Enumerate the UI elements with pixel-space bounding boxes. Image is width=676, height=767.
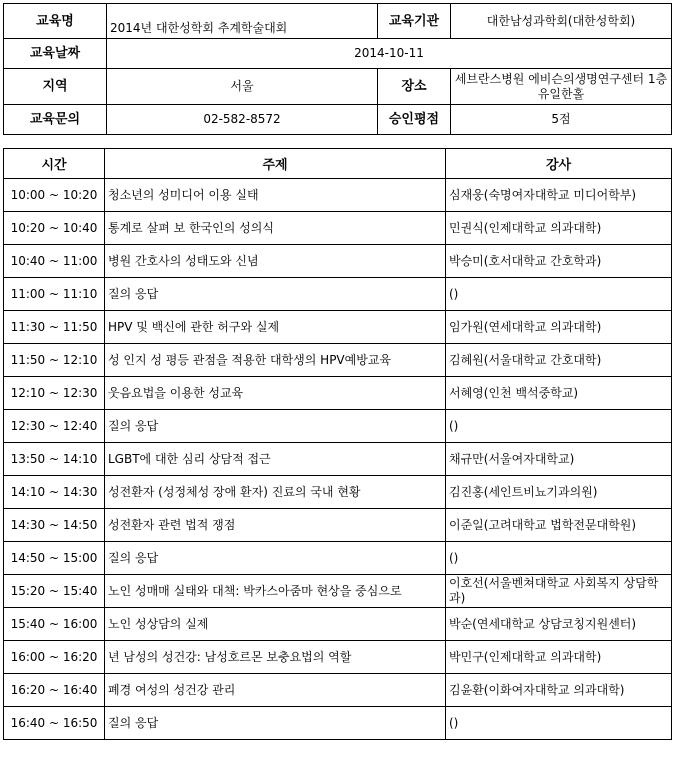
time-cell: 10:20 ~ 10:40 (4, 212, 105, 245)
time-cell: 12:10 ~ 12:30 (4, 377, 105, 410)
topic-cell: 성전환자 (성정체성 장애 환자) 진료의 국내 현황 (105, 476, 446, 509)
time-cell: 13:50 ~ 14:10 (4, 443, 105, 476)
topic-cell: 질의 응답 (105, 278, 446, 311)
contact-value: 02-582-8572 (107, 105, 378, 135)
credit-value: 5점 (451, 105, 672, 135)
course-label: 교육명 (4, 4, 107, 39)
region-row (4, 69, 672, 105)
time-cell: 12:30 ~ 12:40 (4, 410, 105, 443)
time-cell: 14:30 ~ 14:50 (4, 509, 105, 542)
speaker-cell: () (446, 278, 672, 311)
time-cell: 16:40 ~ 16:50 (4, 707, 105, 740)
speaker-cell: () (446, 542, 672, 575)
speaker-cell: 박민구(인제대학교 의과대학) (446, 641, 672, 674)
org-label: 교육기관 (378, 4, 451, 39)
credit-label: 승인평점 (378, 105, 451, 135)
time-cell: 11:30 ~ 11:50 (4, 311, 105, 344)
topic-cell: 노인 성상담의 실제 (105, 608, 446, 641)
region-value: 서울 (107, 69, 378, 105)
topic-cell: 년 남성의 성건강: 남성호르몬 보충요법의 역할 (105, 641, 446, 674)
course-info-table (3, 3, 672, 135)
header-topic: 주제 (105, 149, 446, 179)
table-row (4, 641, 672, 674)
topic-cell: 성 인지 성 평등 관점을 적용한 대학생의 HPV예방교육 (105, 344, 446, 377)
table-row (4, 476, 672, 509)
time-cell: 16:00 ~ 16:20 (4, 641, 105, 674)
table-row (4, 542, 672, 575)
topic-cell: 질의 응답 (105, 707, 446, 740)
course-row (4, 4, 672, 39)
topic-cell: 병원 간호사의 성태도와 신념 (105, 245, 446, 278)
region-label: 지역 (4, 69, 107, 105)
time-cell: 11:50 ~ 12:10 (4, 344, 105, 377)
time-cell: 15:20 ~ 15:40 (4, 575, 105, 608)
header-time: 시간 (4, 149, 105, 179)
time-cell: 15:40 ~ 16:00 (4, 608, 105, 641)
contact-label: 교육문의 (4, 105, 107, 135)
date-label: 교육날짜 (4, 39, 107, 69)
header-speaker: 강사 (446, 149, 672, 179)
schedule-table (3, 148, 672, 740)
table-row (4, 443, 672, 476)
topic-cell: 질의 응답 (105, 542, 446, 575)
topic-cell: 질의 응답 (105, 410, 446, 443)
date-row (4, 39, 672, 69)
schedule-body (4, 179, 672, 740)
speaker-cell: () (446, 410, 672, 443)
speaker-cell: 이준일(고려대학교 법학전문대학원) (446, 509, 672, 542)
time-cell: 16:20 ~ 16:40 (4, 674, 105, 707)
speaker-cell: 박순(연세대학교 상담코칭지원센터) (446, 608, 672, 641)
time-cell: 10:40 ~ 11:00 (4, 245, 105, 278)
speaker-cell: 김윤환(이화여자대학교 의과대학) (446, 674, 672, 707)
speaker-cell: 심재웅(숙명여자대학교 미디어학부) (446, 179, 672, 212)
schedule-header-row (4, 149, 672, 179)
time-cell: 11:00 ~ 11:10 (4, 278, 105, 311)
speaker-cell: 임가원(연세대학교 의과대학) (446, 311, 672, 344)
topic-cell: 폐경 여성의 성건강 관리 (105, 674, 446, 707)
time-cell: 14:10 ~ 14:30 (4, 476, 105, 509)
table-row (4, 311, 672, 344)
table-row (4, 509, 672, 542)
table-row (4, 212, 672, 245)
speaker-cell: 이호선(서울벤쳐대학교 사회복지 상담학과) (446, 575, 672, 608)
speaker-cell: 박승미(호서대학교 간호학과) (446, 245, 672, 278)
table-row (4, 179, 672, 212)
place-label: 장소 (378, 69, 451, 105)
time-cell: 14:50 ~ 15:00 (4, 542, 105, 575)
table-row (4, 707, 672, 740)
table-row (4, 608, 672, 641)
table-row (4, 410, 672, 443)
contact-row (4, 105, 672, 135)
topic-cell: 웃음요법을 이용한 성교육 (105, 377, 446, 410)
speaker-cell: 김혜원(서울대학교 간호대학) (446, 344, 672, 377)
table-row (4, 278, 672, 311)
speaker-cell: () (446, 707, 672, 740)
course-value: 2014년 대한성학회 추계학술대회 (107, 4, 378, 39)
speaker-cell: 김진홍(세인트비뇨기과의원) (446, 476, 672, 509)
table-row (4, 575, 672, 608)
table-row (4, 674, 672, 707)
speaker-cell: 민권식(인제대학교 의과대학) (446, 212, 672, 245)
topic-cell: 통계로 살펴 보 한국인의 성의식 (105, 212, 446, 245)
topic-cell: LGBT에 대한 심리 상담적 접근 (105, 443, 446, 476)
topic-cell: 청소년의 성미디어 이용 실태 (105, 179, 446, 212)
topic-cell: HPV 및 백신에 관한 허구와 실제 (105, 311, 446, 344)
table-row (4, 344, 672, 377)
date-value: 2014-10-11 (107, 39, 672, 69)
speaker-cell: 서혜영(인천 백석중학교) (446, 377, 672, 410)
table-row (4, 377, 672, 410)
topic-cell: 노인 성매매 실태와 대책: 박카스아줌마 현상을 중심으로 (105, 575, 446, 608)
org-value: 대한남성과학회(대한성학회) (451, 4, 672, 39)
speaker-cell: 채규만(서울여자대학교) (446, 443, 672, 476)
table-row (4, 245, 672, 278)
time-cell: 10:00 ~ 10:20 (4, 179, 105, 212)
topic-cell: 성전환자 관련 법적 쟁점 (105, 509, 446, 542)
place-value: 세브란스병원 에비슨의생명연구센터 1층 유일한홀 (451, 69, 672, 105)
